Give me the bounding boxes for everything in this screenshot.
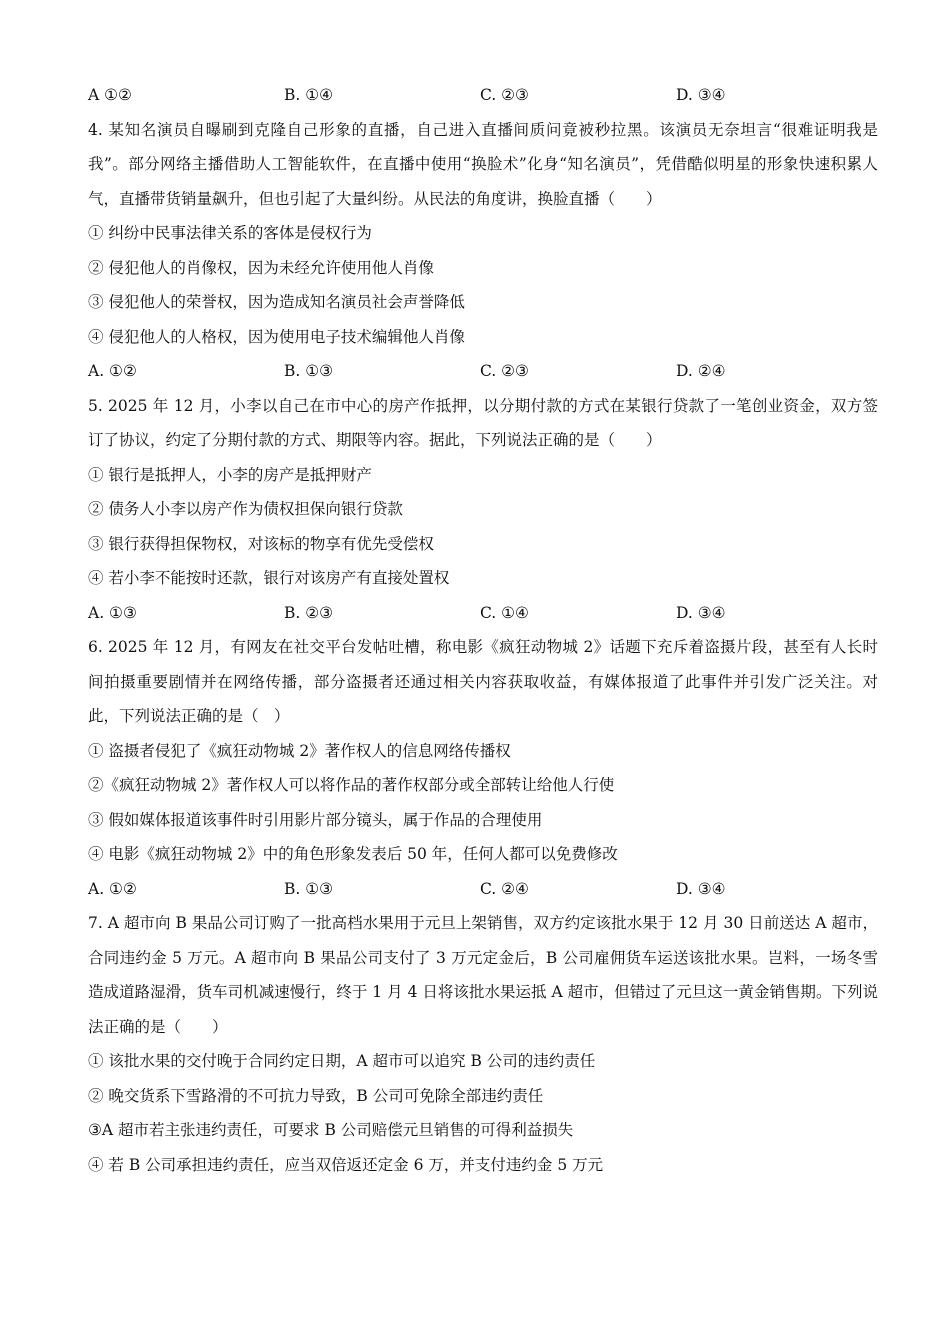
- option-c: C. ②④: [480, 879, 529, 898]
- question-item: ② 债务人小李以房产作为债权担保向银行贷款: [88, 500, 403, 518]
- question-6: [88, 630, 878, 906]
- option-c: C. ②③: [480, 86, 529, 104]
- question-item: ③A 超市若主张违约责任，可要求 B 公司赔偿元旦销售的可得利益损失: [88, 1121, 574, 1139]
- option-a: A. ①②: [88, 362, 137, 380]
- question-options: [88, 872, 878, 907]
- option-b: B. ②③: [284, 603, 334, 622]
- question-4: [88, 113, 878, 389]
- option-a: A ①②: [88, 86, 132, 104]
- prev-question-options: [88, 78, 878, 113]
- option-a: A. ①②: [88, 879, 137, 898]
- question-item: ① 银行是抵押人，小李的房产是抵押财产: [88, 465, 372, 484]
- question-item: ① 该批水果的交付晚于合同约定日期，A 超市可以追究 B 公司的违约责任: [88, 1052, 596, 1070]
- option-b: B. ①④: [284, 86, 334, 104]
- option-b: B. ①③: [284, 879, 334, 898]
- question-stem: 7. A 超市向 B 果品公司订购了一批高档水果用于元旦上架销售，双方约定该批水果于 12 月 30 日前送达 A 超市，合同违约金 5 万元。A 超市向 B 果品公司支付了 3 万元定金后，B 公司雇佣货车运送该批水果。岂料，一场冬雪造成道路湿滑，货车司机减速慢行，终于 1 月 4 日将该批水果运抵 A 超市，但错过了元旦这一黄金销售期。下列说法正确的是（ ）: [88, 914, 878, 1036]
- option-b: B. ①③: [284, 362, 334, 380]
- question-item: ④ 若 B 公司承担违约责任，应当双倍返还定金 6 万，并支付违约金 5 万元: [88, 1155, 604, 1174]
- question-item: ② 晚交货系下雪路滑的不可抗力导致，B 公司可免除全部违约责任: [88, 1086, 544, 1105]
- option-d: D. ③④: [676, 603, 726, 622]
- option-c: C. ②③: [480, 362, 529, 380]
- question-item: ① 纠纷中民事法律关系的客体是侵权行为: [88, 224, 372, 242]
- question-options: [88, 596, 878, 631]
- option-d: D. ②④: [676, 362, 726, 380]
- question-item: ④ 侵犯他人的人格权，因为使用电子技术编辑他人肖像: [88, 327, 465, 346]
- question-item: ③ 银行获得担保物权，对该标的物享有优先受偿权: [88, 534, 434, 553]
- question-item: ④ 电影《疯狂动物城 2》中的角色形象发表后 50 年，任何人都可以免费修改: [88, 845, 618, 863]
- question-options: [88, 354, 878, 389]
- question-item: ③ 侵犯他人的荣誉权，因为造成知名演员社会声誉降低: [88, 293, 465, 311]
- question-item: ④ 若小李不能按时还款，银行对该房产有直接处置权: [88, 569, 450, 587]
- question-item: ② 侵犯他人的肖像权，因为未经允许使用他人肖像: [88, 258, 434, 277]
- question-stem: 6. 2025 年 12 月，有网友在社交平台发帖吐槽，称电影《疯狂动物城 2》话题下充斥着盗摄片段，甚至有人长时间拍摄重要剧情并在网络传播，部分盗摄者还通过相关内容获取收益，有媒体报道了此事件并引发广泛关注。对此，下列说法正确的是（ ）: [88, 638, 878, 725]
- question-5: [88, 389, 878, 631]
- option-a: A. ①③: [88, 603, 137, 622]
- question-7: [88, 906, 878, 1182]
- question-item: ③ 假如媒体报道该事件时引用影片部分镜头，属于作品的合理使用: [88, 810, 543, 829]
- question-item: ②《疯狂动物城 2》著作权人可以将作品的著作权部分或全部转让给他人行使: [88, 776, 615, 794]
- exam-page: [88, 78, 878, 1182]
- question-stem: 4. 某知名演员自曝刷到克隆自己形象的直播，自己进入直播间质问竟被秒拉黑。该演员无奈坦言“很难证明我是我”。部分网络主播借助人工智能软件，在直播中使用“换脸术”化身“知名演员”，凭借酷似明星的形象快速积累人气，直播带货销量飙升，但也引起了大量纠纷。从民法的角度讲，换脸直播（ ）: [88, 120, 878, 208]
- option-d: D. ③④: [676, 86, 726, 104]
- option-d: D. ③④: [676, 879, 726, 898]
- question-item: ① 盗摄者侵犯了《疯狂动物城 2》著作权人的信息网络传播权: [88, 741, 511, 760]
- option-c: C. ①④: [480, 603, 529, 622]
- question-stem: 5. 2025 年 12 月，小李以自己在市中心的房产作抵押，以分期付款的方式在某银行贷款了一笔创业资金，双方签订了协议，约定了分期付款的方式、期限等内容。据此，下列说法正确的是（ ）: [88, 396, 878, 449]
